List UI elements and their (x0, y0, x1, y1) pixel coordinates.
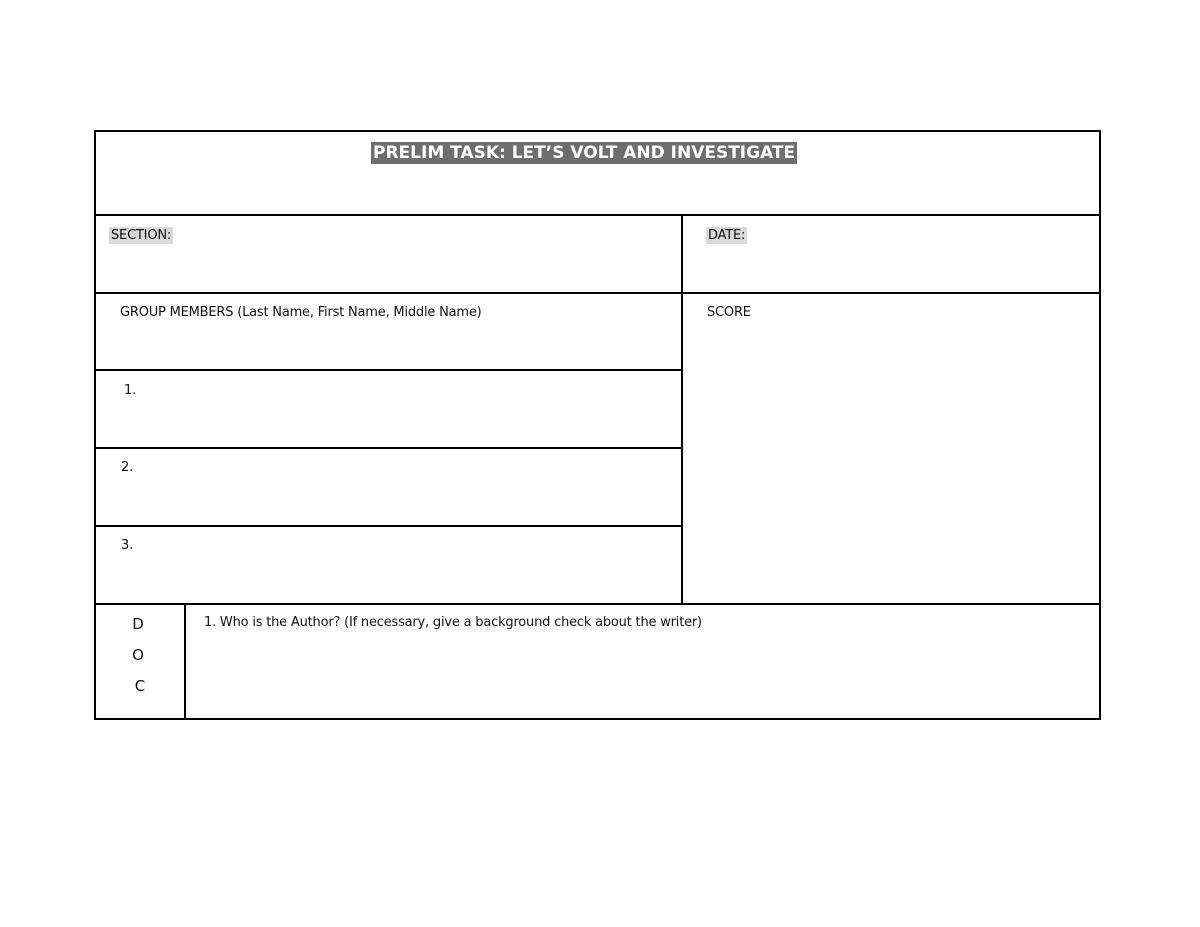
form-title: PRELIM TASK: LET’S VOLT AND INVESTIGATE (373, 143, 796, 163)
doc-letter-c: C (134, 677, 146, 695)
member-2-divider (94, 525, 683, 527)
doc-letter-d: D (132, 615, 144, 633)
title-divider (94, 214, 1101, 216)
group-members-label: GROUP MEMBERS (Last Name, First Name, Middle Name) (120, 305, 482, 320)
question-1: 1. Who is the Author? (If necessary, give a background check about the writer) (204, 615, 702, 630)
doc-letter-o: O (132, 646, 144, 664)
doc-column-divider (184, 603, 186, 720)
section-divider (94, 292, 1101, 294)
date-label: DATE: (708, 228, 746, 243)
score-label: SCORE (707, 305, 751, 320)
doc-divider (94, 603, 1101, 605)
section-label: SECTION: (111, 228, 172, 243)
member-3-label: 3. (121, 538, 134, 553)
member-1-label: 1. (124, 383, 137, 398)
column-divider (681, 214, 683, 604)
task-form (94, 130, 1101, 720)
group-header-divider (94, 369, 683, 371)
member-2-label: 2. (121, 460, 134, 475)
member-1-divider (94, 447, 683, 449)
form-border (94, 130, 1101, 720)
